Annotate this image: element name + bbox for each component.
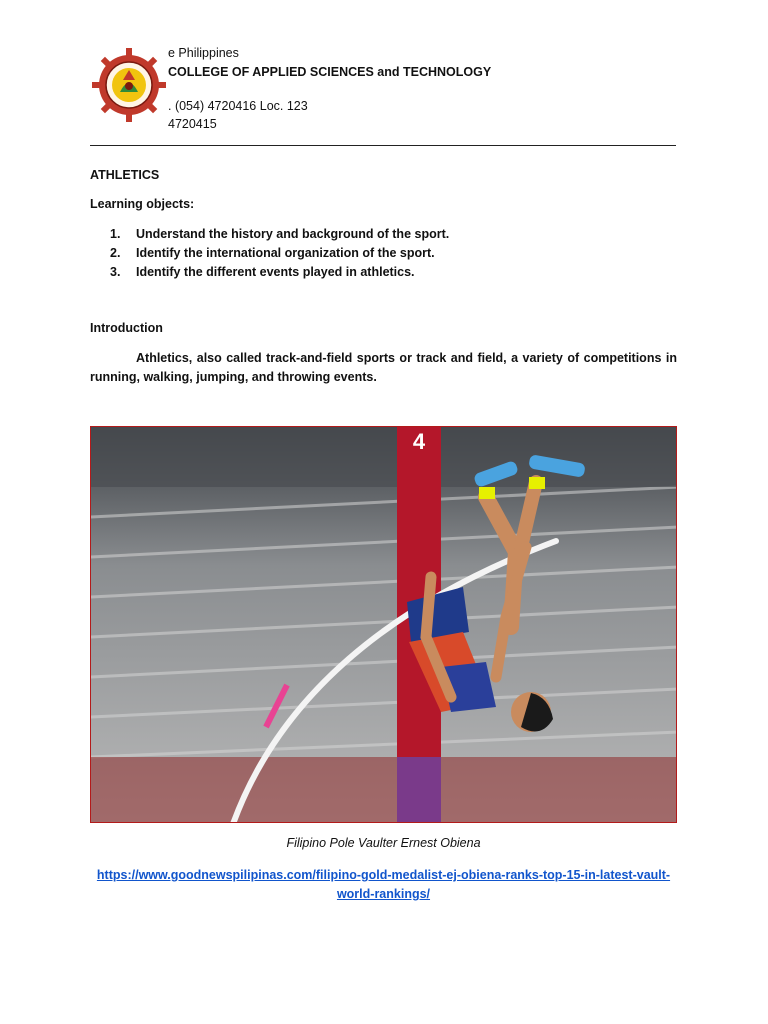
page-title: ATHLETICS: [90, 168, 160, 182]
list-item-number: 2.: [110, 246, 121, 260]
list-item: [110, 225, 449, 244]
photo-caption: Filipino Pole Vaulter Ernest Obiena: [286, 836, 481, 850]
header-phone: . (054) 4720416 Loc. 123: [168, 99, 308, 113]
college-seal-icon: [90, 46, 168, 124]
list-item-text: Identify the different events played in athletics.: [136, 265, 415, 279]
header-line-country: e Philippines: [168, 46, 239, 60]
objectives-label: Learning objects:: [90, 197, 195, 211]
list-item-number: 3.: [110, 265, 121, 279]
list-item: [110, 263, 449, 282]
list-item-text: Understand the history and background of the sport.: [136, 227, 450, 241]
header-divider: [90, 145, 676, 146]
objectives-list: [110, 225, 449, 282]
header-college-name: COLLEGE OF APPLIED SCIENCES and TECHNOLOGY: [168, 65, 492, 79]
intro-paragraph: Athletics, also called track-and-field sports or track and field, a variety of competitions in running, walking, jumping, and throwing events.: [90, 351, 677, 384]
source-link[interactable]: https://www.goodnewspilipinas.com/filipino-gold-medalist-ej-obiena-ranks-top-15-in-latest-vault-world-rankings/: [96, 868, 671, 901]
standard-height-marker: 4: [412, 429, 426, 454]
list-item-text: Identify the international organization of the sport.: [136, 246, 435, 260]
list-item-number: 1.: [110, 227, 121, 241]
header-fax: 4720415: [168, 117, 217, 131]
section-heading-introduction: Introduction: [90, 321, 163, 335]
pole-vault-photo: [90, 426, 677, 823]
list-item: [110, 244, 449, 263]
